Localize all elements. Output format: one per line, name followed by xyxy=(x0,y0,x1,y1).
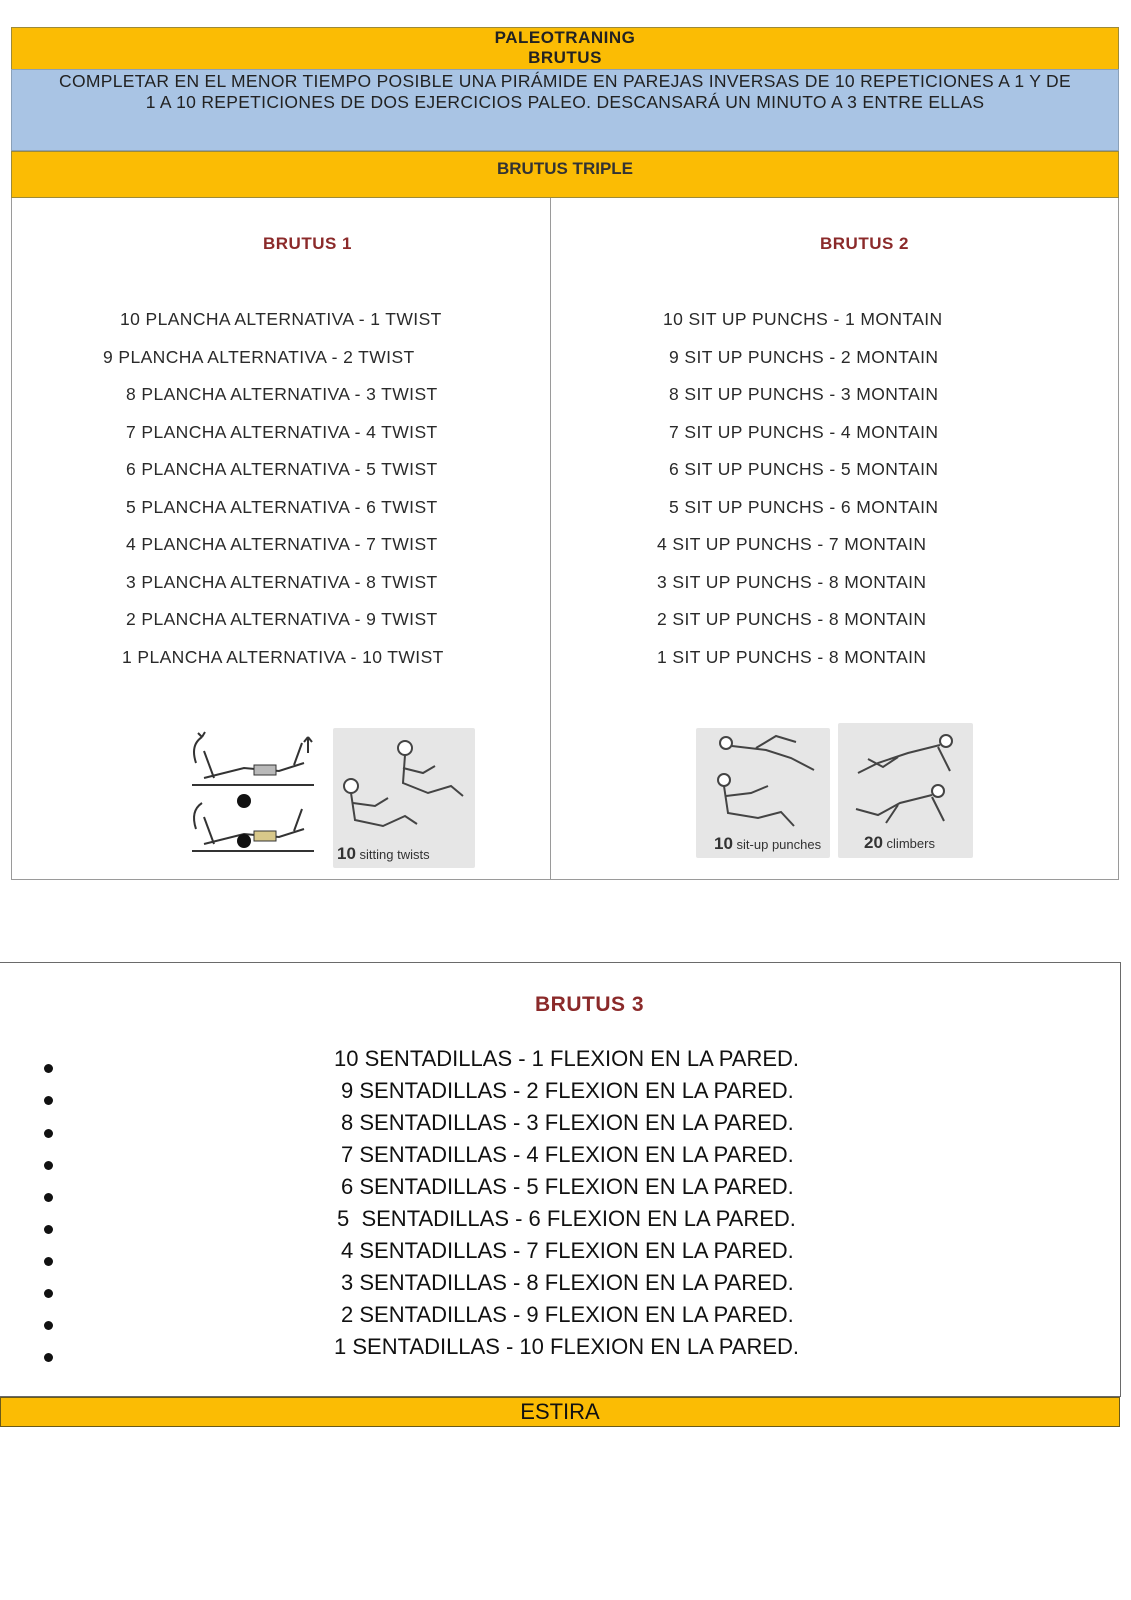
list-item: 3 SENTADILLAS - 8 FLEXION EN LA PARED. xyxy=(341,1270,794,1295)
bullet-icon xyxy=(44,1161,53,1170)
plank-exercise-icon xyxy=(184,723,324,858)
list-item: 2 PLANCHA ALTERNATIVA - 9 TWIST xyxy=(126,609,438,629)
list-item: 7 SIT UP PUNCHS - 4 MONTAIN xyxy=(669,422,939,442)
bullet-icon xyxy=(44,1064,53,1073)
list-item: 6 PLANCHA ALTERNATIVA - 5 TWIST xyxy=(126,459,438,479)
footer-bar xyxy=(0,1397,1120,1427)
page-title: PALEOTRANING xyxy=(494,28,636,47)
list-item: 9 PLANCHA ALTERNATIVA - 2 TWIST xyxy=(103,347,415,367)
list-item: 7 SENTADILLAS - 4 FLEXION EN LA PARED. xyxy=(341,1142,794,1167)
list-item: 5 PLANCHA ALTERNATIVA - 6 TWIST xyxy=(126,497,438,517)
footer-label: ESTIRA xyxy=(520,1399,600,1424)
list-item: 1 PLANCHA ALTERNATIVA - 10 TWIST xyxy=(122,647,444,667)
list-item: 9 SIT UP PUNCHS - 2 MONTAIN xyxy=(669,347,939,367)
list-item: 8 SIT UP PUNCHS - 3 MONTAIN xyxy=(669,384,939,404)
climbers-icon xyxy=(838,723,973,858)
illustration-label: 10 sitting twists xyxy=(337,844,430,863)
brutus1-title: BRUTUS 1 xyxy=(263,234,353,253)
list-item: 7 PLANCHA ALTERNATIVA - 4 TWIST xyxy=(126,422,438,442)
list-item: 10 SENTADILLAS - 1 FLEXION EN LA PARED. xyxy=(334,1046,800,1071)
description-text: COMPLETAR EN EL MENOR TIEMPO POSIBLE UNA PIRÁMIDE EN PAREJAS INVERSAS DE 10 REPETICIONES A 1 Y DE 1 A 10 REPETICIONES DE DOS EJERCICIOS PALEO. DESCANSARÁ UN MINUTO A 3 ENTRE ELLAS xyxy=(59,71,1071,112)
bullet-icon xyxy=(44,1193,53,1202)
bullet-icon xyxy=(44,1321,53,1330)
section-title: BRUTUS TRIPLE xyxy=(11,151,1119,198)
list-item: 2 SENTADILLAS - 9 FLEXION EN LA PARED. xyxy=(341,1302,794,1327)
list-item: 4 PLANCHA ALTERNATIVA - 7 TWIST xyxy=(126,534,438,554)
list-item: 4 SENTADILLAS - 7 FLEXION EN LA PARED. xyxy=(341,1238,794,1263)
sitting-twists-icon xyxy=(333,728,475,868)
description-box xyxy=(11,69,1119,151)
page-subtitle: BRUTUS xyxy=(528,48,602,67)
list-item: 5 SIT UP PUNCHS - 6 MONTAIN xyxy=(669,497,939,517)
bullet-icon xyxy=(44,1225,53,1234)
list-item: 9 SENTADILLAS - 2 FLEXION EN LA PARED. xyxy=(341,1078,794,1103)
list-item: 8 SENTADILLAS - 3 FLEXION EN LA PARED. xyxy=(341,1110,794,1135)
list-item: 3 SIT UP PUNCHS - 8 MONTAIN xyxy=(657,572,927,592)
illustration-label: 20 climbers xyxy=(864,833,935,852)
list-item: 1 SENTADILLAS - 10 FLEXION EN LA PARED. xyxy=(334,1334,800,1359)
brutus2-title: BRUTUS 2 xyxy=(820,234,910,253)
column-divider xyxy=(550,198,551,880)
header-title-bar xyxy=(11,27,1119,70)
list-item: 8 PLANCHA ALTERNATIVA - 3 TWIST xyxy=(126,384,438,404)
list-item: 4 SIT UP PUNCHS - 7 MONTAIN xyxy=(657,534,927,554)
sit-up-punches-icon xyxy=(696,728,830,858)
illustration-label: 10 sit-up punches xyxy=(714,834,822,853)
list-item: 5 SENTADILLAS - 6 FLEXION EN LA PARED. xyxy=(337,1206,796,1231)
list-item: 6 SENTADILLAS - 5 FLEXION EN LA PARED. xyxy=(341,1174,794,1199)
bullet-icon xyxy=(44,1129,53,1138)
bullet-icon xyxy=(44,1096,53,1105)
bullet-icon xyxy=(44,1289,53,1298)
brutus3-title: BRUTUS 3 xyxy=(535,993,645,1016)
list-item: 1 SIT UP PUNCHS - 8 MONTAIN xyxy=(657,647,927,667)
bullet-icon xyxy=(44,1257,53,1266)
bullet-icon xyxy=(44,1353,53,1362)
list-item: 3 PLANCHA ALTERNATIVA - 8 TWIST xyxy=(126,572,438,592)
list-item: 6 SIT UP PUNCHS - 5 MONTAIN xyxy=(669,459,939,479)
list-item: 10 SIT UP PUNCHS - 1 MONTAIN xyxy=(663,309,943,329)
list-item: 2 SIT UP PUNCHS - 8 MONTAIN xyxy=(657,609,927,629)
list-item: 10 PLANCHA ALTERNATIVA - 1 TWIST xyxy=(120,309,442,329)
